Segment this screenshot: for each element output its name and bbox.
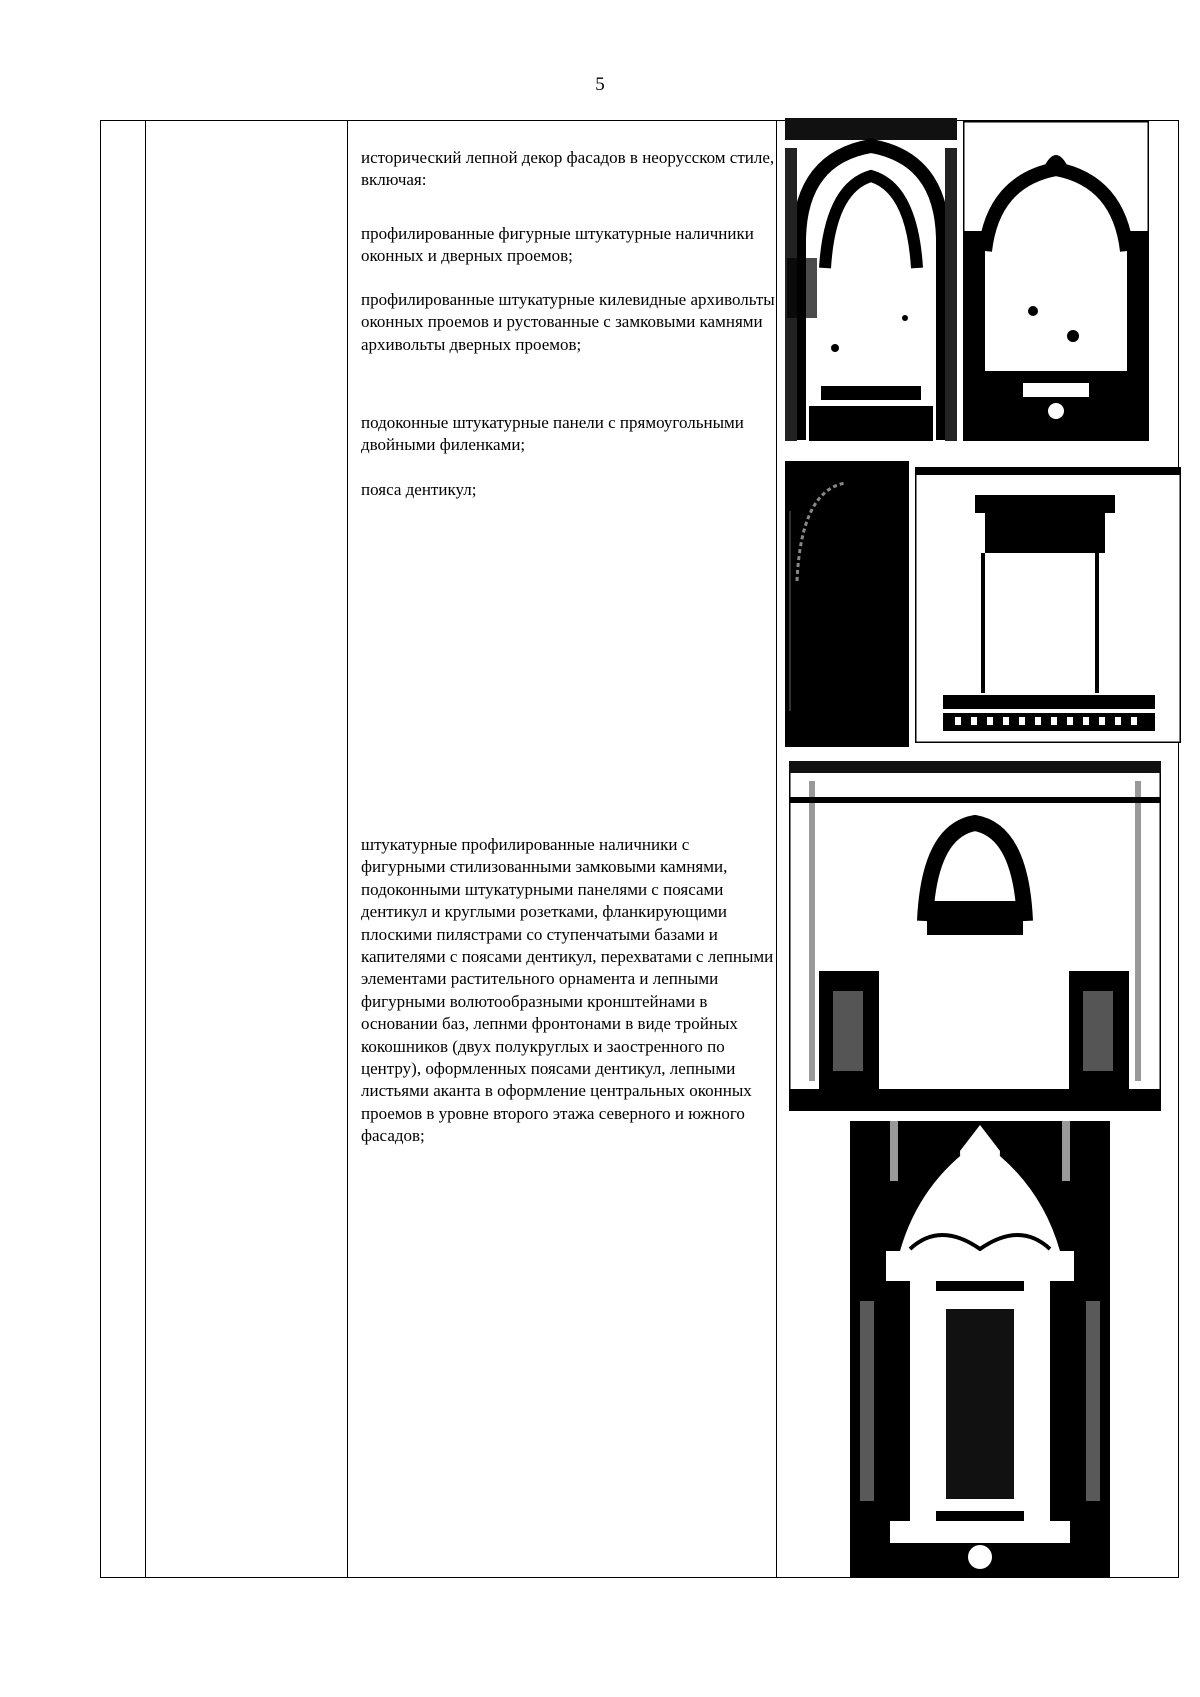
facade-photo-kokoshnik-window <box>850 1121 1110 1577</box>
facade-photo-window-dentils <box>915 467 1181 743</box>
decor-long-item-text: штукатурные профилированные наличники с фигурными стилизованными замковыми камнями, подоконными штукатурными панелями с поясами дентикул и круглыми розетками, фланкирующими плоскими пилястрами со ступенчатыми базами и капителями с поясами дентикул, перехватами с лепными элементами растительного орнамента и лепными фигурными волютообразными кронштейнами в основании баз, лепнми фронтонами в виде тройных кокошников (двух полукруглых и заостренного по центру), оформленных поясами дентикул, лепными листьями аканта в оформление центральных оконных проемов в уровне второго этажа северного и южного фасадов; <box>361 835 774 1146</box>
decor-intro <box>361 147 776 192</box>
decor-item <box>361 412 776 457</box>
objects-table <box>100 120 1179 1578</box>
facade-photo-arched-window <box>963 121 1149 441</box>
decor-item <box>361 479 776 501</box>
decor-item-text: пояса дентикул; <box>361 480 477 499</box>
decor-item-text: профилированные штукатурные килевидные архивольты оконных проемов и рустованные с замковыми камнями архивольты дверных проемов; <box>361 290 775 354</box>
decor-item-text: подоконные штукатурные панели с прямоугольными двойными филенками; <box>361 413 744 455</box>
decor-intro-text: исторический лепной декор фасадов в неорусском стиле, включая: <box>361 148 775 190</box>
decor-long-item <box>361 834 776 1148</box>
decor-item <box>361 289 776 356</box>
column-divider <box>145 121 146 1577</box>
page-number: 5 <box>595 74 605 95</box>
column-divider <box>776 121 777 1577</box>
decor-item <box>361 223 776 268</box>
facade-photo-central-window <box>789 761 1161 1111</box>
column-divider <box>347 121 348 1577</box>
facade-photo-dark-window <box>785 461 909 747</box>
decor-item-text: профилированные фигурные штукатурные наличники оконных и дверных проемов; <box>361 224 754 266</box>
facade-photo-arched-window <box>785 118 957 441</box>
